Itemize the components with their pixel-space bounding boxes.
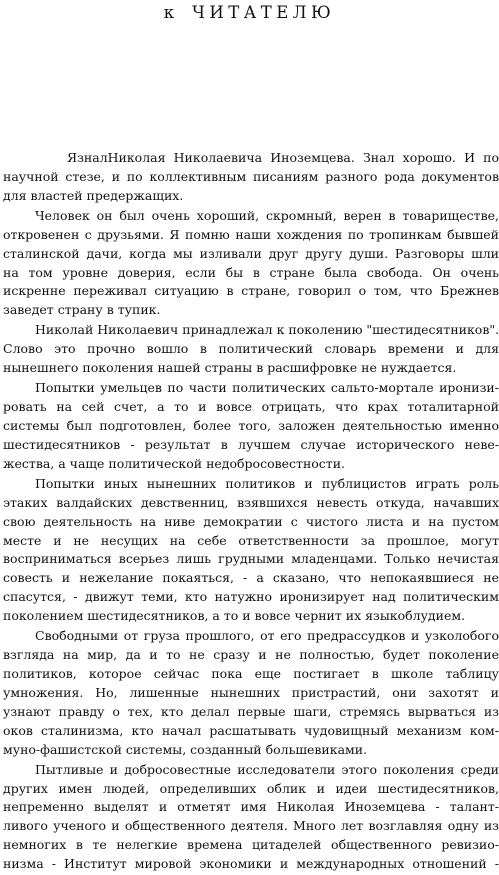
text-line: искренне переживал ситуацию в стране, говорил о том, что Брежнев [3,283,499,299]
paragraph [3,379,499,473]
text-line: взгляда на мир, да и то не сразу и не полностью, будет поколение [3,647,499,663]
text-line: восприниматься всерьез лишь грудными младенцами. Только нечистая [3,551,499,567]
text-line: свою деятельность на ниве демократии с чистого листа и на пустом [3,513,499,529]
page-heading [0,3,499,23]
text-line: месте и не несущих на себе ответственности за прошлое, могут [3,532,499,548]
text-line: совесть и нежелание покаяться, - а сказано, что непокаявшиеся не [3,570,499,586]
text-line: узнают правду о тех, кто делал первые шаги, стремясь вырваться из [3,703,499,719]
paragraph [3,627,499,759]
paragraph [3,149,499,206]
text-line: нынешнего поколения нашей страны в расшифровке не нуждается. [3,360,457,376]
text-line: политиков, которое сейчас пока еще постигает в школе таблицу [3,665,499,681]
text-line: Попытки умельцев по части политических сальто-мортале иронизи- [35,380,499,396]
text-line: других имен людей, определивших облик и идеи шестидесятников, [3,780,499,796]
text-line: поколением шестидесятников, а то и вовсе чернит их языкоблудием. [3,608,466,624]
text-line: немногих в те нелегкие времена цитаделей общественного ревизио- [3,837,499,853]
text-line: шестидесятников - результат в лучшем случае исторического неве- [3,436,499,452]
text-line: научной стезе, и по коллективным писаниям разного рода документов [3,168,499,184]
text-line: непременно выделят и отметят имя Николая Иноземцева - талант- [3,799,499,815]
text-line: низма - Институт мировой экономики и международных отношений - [3,856,499,872]
text-line: этаких валдайских девственниц, взявшихся невесть откуда, начавших [3,494,499,510]
text-line: ЯзналНиколая Николаевича Иноземцева. Знал хорошо. И по [67,150,499,165]
text-line: для властей предержащих. [3,187,184,203]
text-line: на том уровне доверия, если бы в стране была свобода. Он очень [3,264,499,280]
text-line: жества, а чаще политической недобросовестности. [3,455,346,471]
text-line: оков сталинизма, кто начал расшатывать чудовищный механизм ком- [3,722,499,738]
text-line: Слово это прочно вошло в политический словарь времени и для [3,341,499,357]
text-line: ливого ученого и общественного деятеля. Много лет возглавляя одну из [3,818,499,834]
text-line: Пытливые и добросовестные исследователи этого поколения среди [35,761,499,777]
paragraph [3,475,499,626]
paragraph [3,207,499,320]
text-line: ровать на сей счет, а то и вовсе отрицать, что крах тоталитарной [3,399,499,415]
text-line: откровенен с друзьями. Я помню наши хождения по тропинкам бывшей [3,226,499,242]
text-line: сталинской дачи, когда мы изливали друг другу души. Разговоры шли [3,245,499,261]
text-line: муно-фашистской системы, созданный большевиками. [3,741,368,757]
text-line: Человек он был очень хороший, скромный, верен в товариществе, [35,207,499,223]
heading-title: ЧИТАТЕЛЮ [192,3,336,22]
text-line: системы был подготовлен, более того, заложен деятельностью именно [3,418,499,434]
text-line: Свободными от груза прошлого, от его предрассудков и узколобого [35,628,499,644]
text-line: спасутся, - движут теми, кто натужно иронизирует над политическим [3,589,499,605]
text-line: Николай Николаевич принадлежал к поколению "шестидесятников". [35,322,499,338]
body-text [3,149,499,875]
text-line: заведет страну в тупик. [3,302,161,318]
paragraph [3,761,499,874]
text-line: умножения. Но, лишенные нынешних пристрастий, они захотят и [3,684,499,700]
heading-prefix: к [163,3,175,22]
text-line: Попытки иных нынешних политиков и публицистов играть роль [35,475,499,491]
paragraph [3,321,499,378]
